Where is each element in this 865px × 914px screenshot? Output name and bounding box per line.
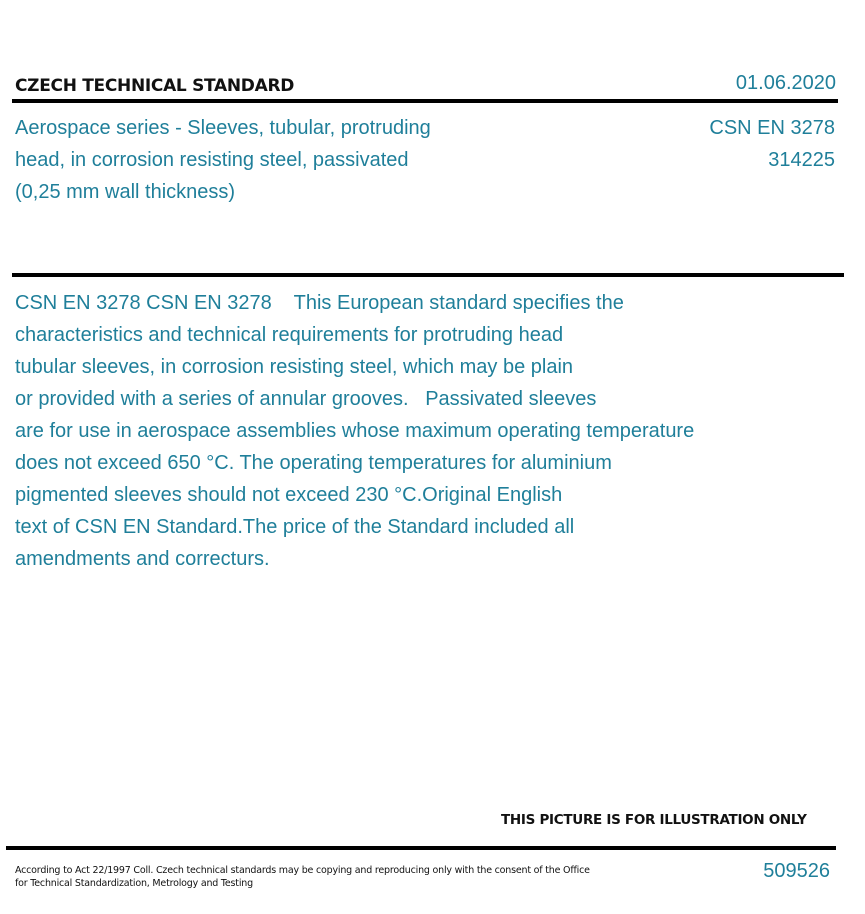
section-divider (12, 273, 844, 277)
description-line: CSN EN 3278 CSN EN 3278 This European standard specifies the (15, 292, 624, 314)
title-line: head, in corrosion resisting steel, passivated (15, 149, 409, 171)
illustration-note: THIS PICTURE IS FOR ILLUSTRATION ONLY (501, 812, 807, 828)
document-number: 509526 (763, 860, 830, 882)
catalog-number: 314225 (768, 149, 835, 171)
standard-description (15, 287, 775, 575)
publication-date: 01.06.2020 (735, 72, 836, 94)
title-line: Aerospace series - Sleeves, tubular, protruding (15, 117, 431, 139)
description-line: are for use in aerospace assemblies whose maximum operating temperature (15, 420, 695, 442)
description-line: text of CSN EN Standard.The price of the Standard included all (15, 516, 575, 538)
footer-divider (6, 846, 836, 850)
description-line: characteristics and technical requirements for protruding head (15, 324, 564, 346)
description-line: amendments and correcturs. (15, 548, 270, 570)
description-line: or provided with a series of annular grooves. Passivated sleeves (15, 388, 597, 410)
title-line: (0,25 mm wall thickness) (15, 181, 236, 203)
header-divider (12, 99, 838, 103)
description-line: tubular sleeves, in corrosion resisting steel, which may be plain (15, 356, 574, 378)
description-line: pigmented sleeves should not exceed 230 °C.Original English (15, 484, 563, 506)
standard-title (15, 112, 515, 208)
footnote-line: for Technical Standardization, Metrology and Testing (15, 878, 253, 889)
legal-footnote (15, 864, 590, 890)
standard-codes (709, 112, 835, 176)
standard-code: CSN EN 3278 (709, 117, 835, 139)
footnote-line: According to Act 22/1997 Coll. Czech technical standards may be copying and reproducing only with the consent of the Office (15, 865, 590, 876)
description-line: does not exceed 650 °C. The operating temperatures for aluminium (15, 452, 612, 474)
standard-heading: CZECH TECHNICAL STANDARD (15, 76, 295, 96)
